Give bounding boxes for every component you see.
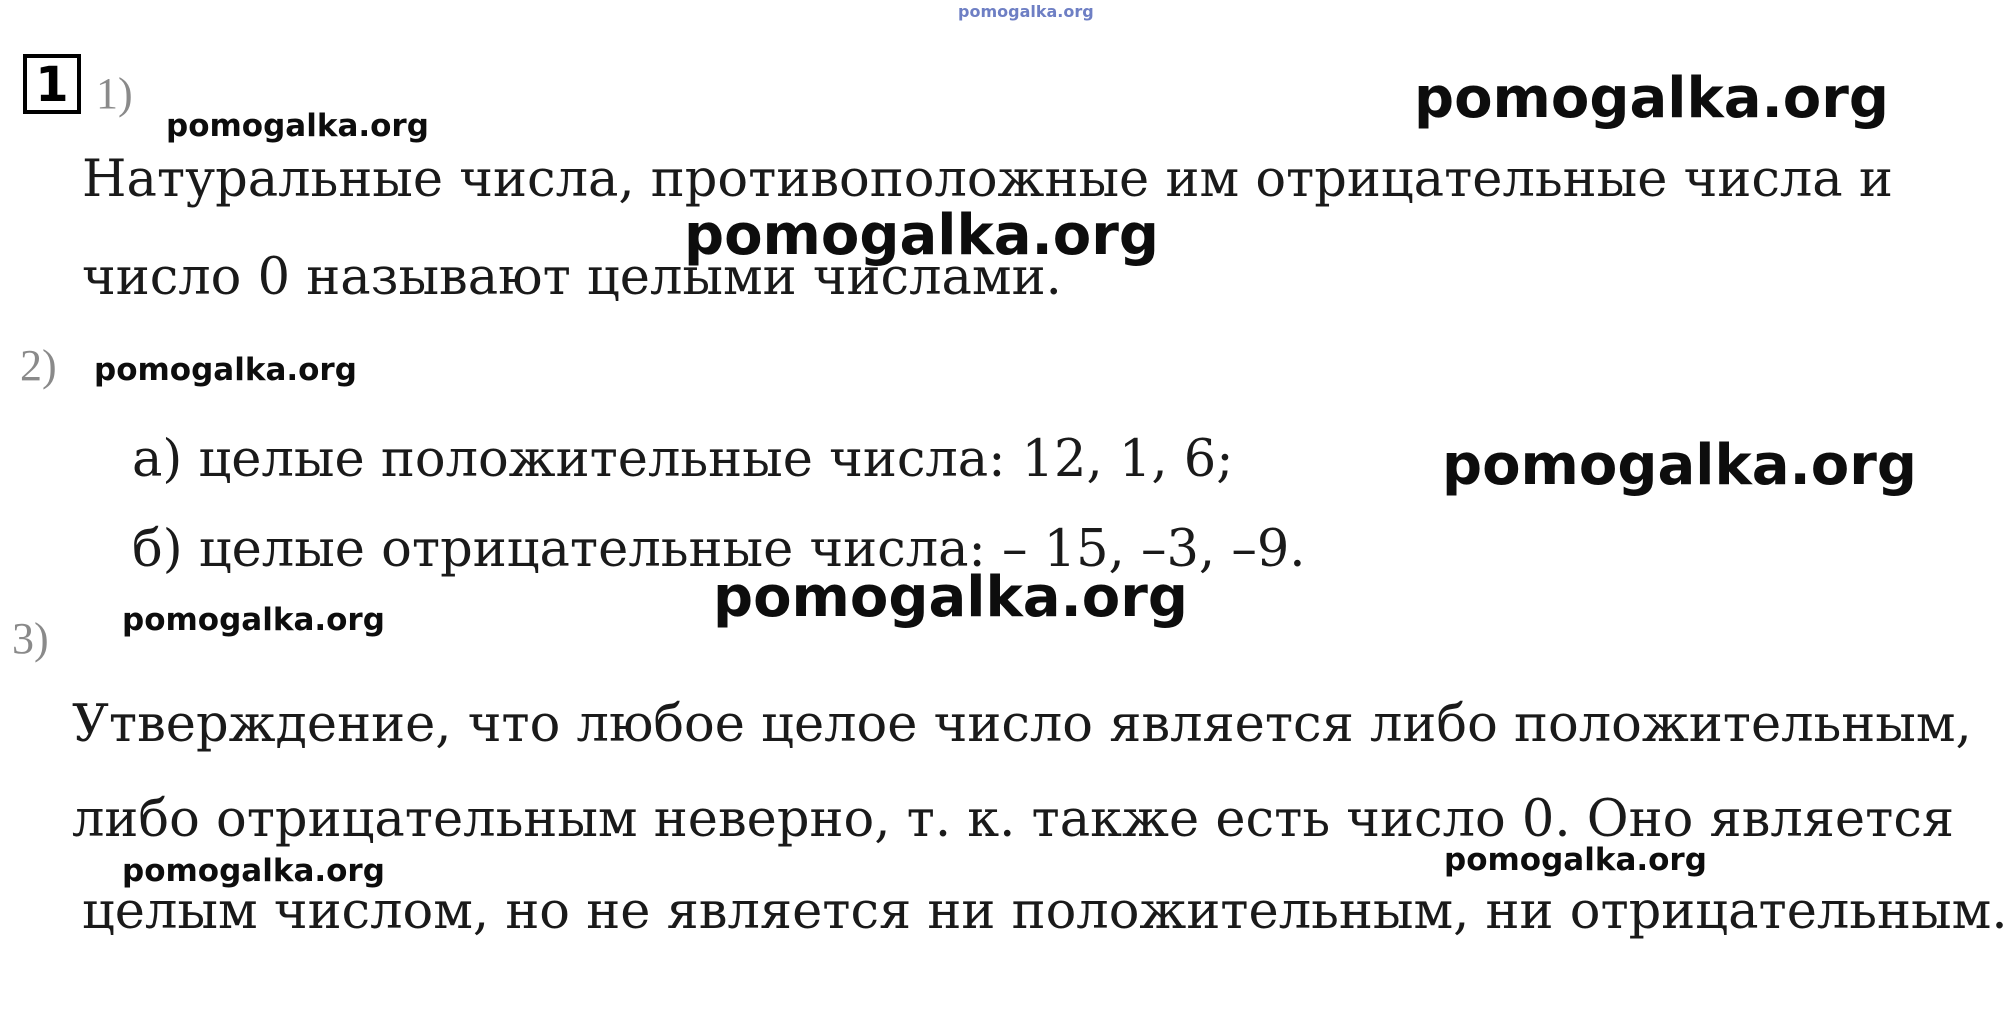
item-3-line-2: либо отрицательным неверно, т. к. также есть число 0. Оно является [72, 790, 1955, 849]
item-2-line-b: б) целые отрицательные числа: – 15, –3, –9. [132, 520, 1306, 579]
header-watermark: pomogalka.org [958, 2, 1094, 21]
task-number-box: 1 [23, 54, 81, 114]
watermark: pomogalka.org [1444, 842, 1707, 878]
watermark: pomogalka.org [122, 853, 385, 889]
watermark: pomogalka.org [166, 108, 429, 144]
item-3-line-1: Утверждение, что любое целое число является либо положительным, [72, 695, 1972, 754]
watermark: pomogalka.org [122, 602, 385, 638]
item-2-marker: 2) [20, 341, 57, 390]
watermark: pomogalka.org [94, 352, 357, 388]
watermark: pomogalka.org [1442, 433, 1917, 498]
item-1-marker: 1) [96, 69, 133, 118]
item-3-marker: 3) [12, 614, 49, 663]
item-2-line-a: а) целые положительные числа: 12, 1, 6; [132, 430, 1234, 489]
item-3-line-3: целым числом, но не является ни положительным, ни отрицательным. [82, 882, 2008, 941]
watermark: pomogalka.org [1414, 66, 1889, 131]
item-1-line-2: число 0 называют целыми числами. [82, 248, 1062, 307]
watermark: pomogalka.org [684, 203, 1159, 268]
watermark: pomogalka.org [713, 565, 1188, 630]
item-1-line-1: Натуральные числа, противоположные им отрицательные числа и [82, 150, 1893, 209]
